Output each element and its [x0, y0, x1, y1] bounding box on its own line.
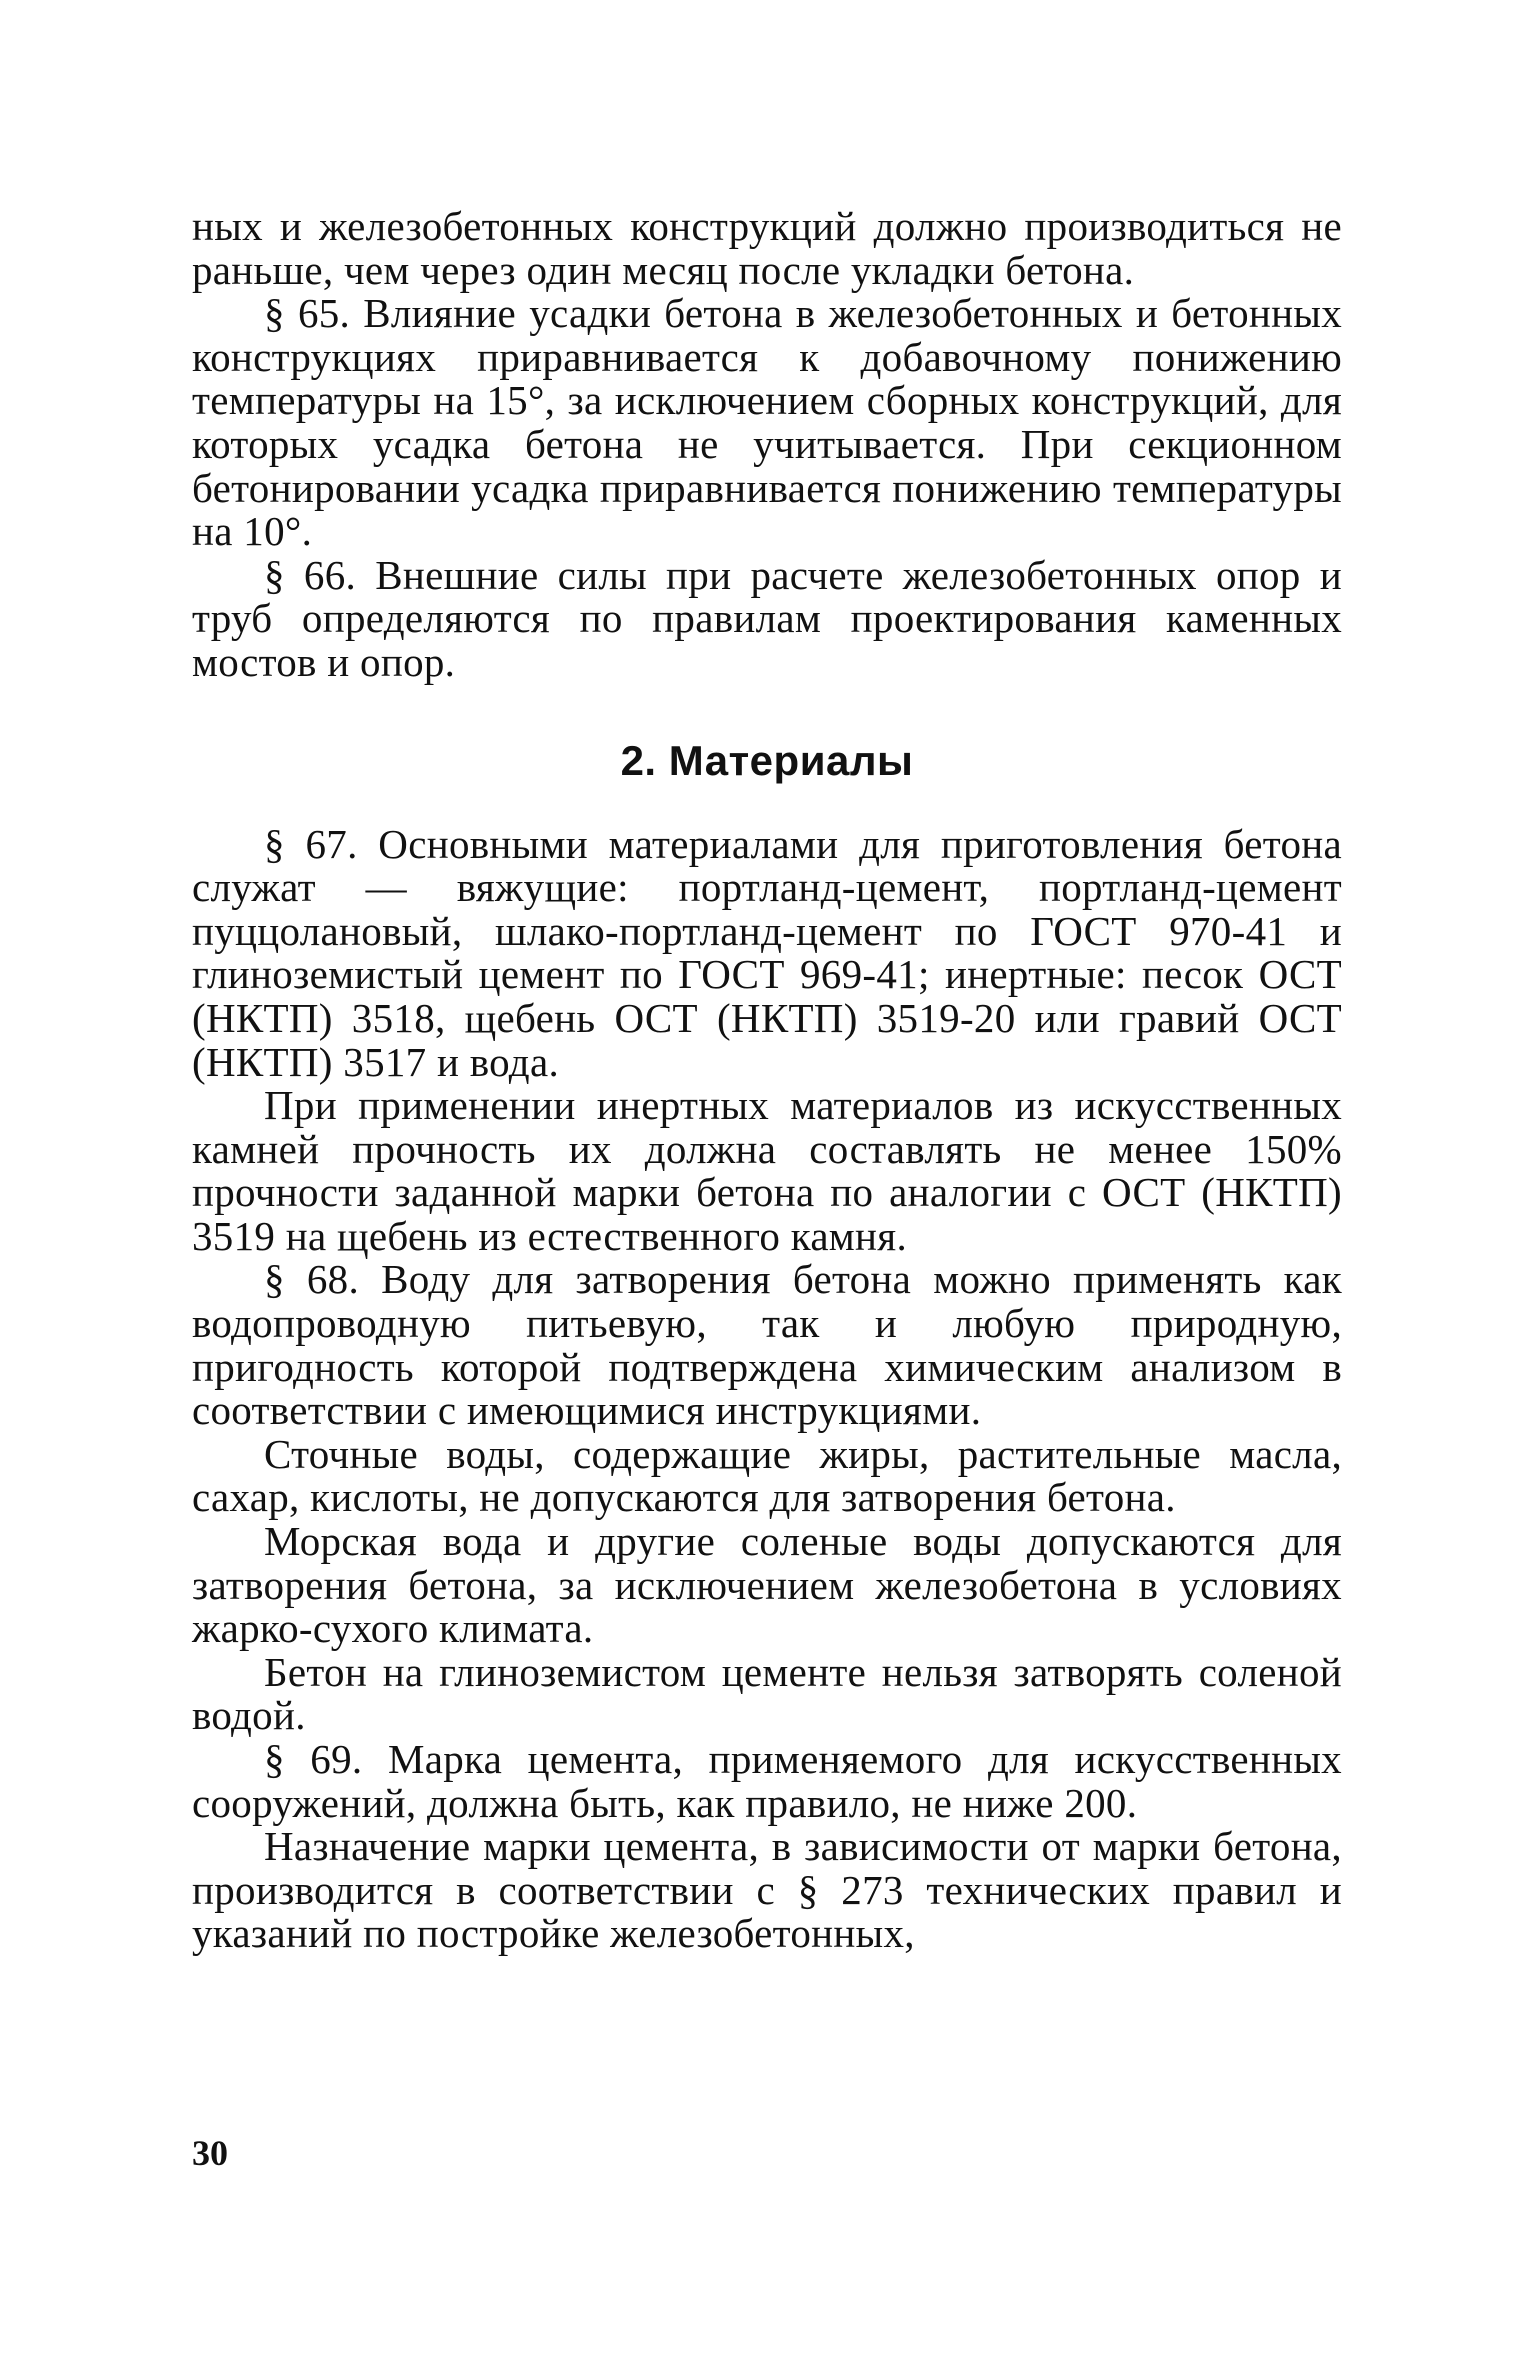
paragraph-artificial-aggregates: При применении инертных материалов из искусственных камней прочность их должна составлять не менее 150% прочности заданной марки бетона по аналогии с ОСТ (НКТП) 3519 на щебень из естественного камня. [192, 1082, 1342, 1259]
paragraph-cement-grade-assignment: Назначение марки цемента, в зависимости от марки бетона, производится в соответствии с § 273 технических правил и указаний по постройке железобетонных, [192, 1823, 1342, 1957]
paragraph-alumina-cement: Бетон на глиноземистом цементе нельзя затворять соленой водой. [192, 1648, 1342, 1739]
paragraph-section-67: § 67. Основными материалами для приготовления бетона служат — вяжущие: портланд-цемент, портланд-цемент пуццолановый, шлако-портланд-цемент по ГОСТ 970-41 и глиноземистый цемент по ГОСТ 969-41; инертные: песок ОСТ (НКТП) 3518, щебень ОСТ (НКТП) 3519-20 или гравий ОСТ (НКТП) 3517 и вода. [192, 820, 1342, 1085]
paragraph-section-65: § 65. Влияние усадки бетона в железобетонных и бетонных конструкциях приравнивается к добавочному понижению температуры на 15°, за исключением сборных конструкций, для которых усадка бетона не учитывается. При секционном бетонировании усадка приравнивается понижению температуры на 10°. [192, 290, 1342, 555]
paragraph-section-68: § 68. Воду для затворения бетона можно применять как водопроводную питьевую, так и любую природную, пригодность которой подтверждена химическим анализом в соответствии с имеющимися инструкциями. [192, 1256, 1342, 1434]
paragraph-section-69: § 69. Марка цемента, применяемого для искусственных сооружений, должна быть, как правило, не ниже 200. [192, 1736, 1342, 1826]
paragraph-section-66: § 66. Внешние силы при расчете железобетонных опор и труб определяются по правилам проектирования каменных мостов и опор. [192, 551, 1342, 685]
section-heading-materials: 2. Материалы [620, 736, 914, 784]
page-number: 30 [192, 2133, 228, 2173]
paragraph-sea-water: Морская вода и другие соленые воды допускаются для затворения бетона, за исключением железобетона в условиях жарко-сухого климата. [192, 1518, 1342, 1652]
paragraph-continuation: ных и железобетонных конструкций должно производиться не раньше, чем через один месяц после укладки бетона. [192, 203, 1342, 293]
page-body [192, 205, 1342, 1956]
paragraph-waste-water: Сточные воды, содержащие жиры, растительные масла, сахар, кислоты, не допускаются для затворения бетона. [192, 1430, 1342, 1521]
